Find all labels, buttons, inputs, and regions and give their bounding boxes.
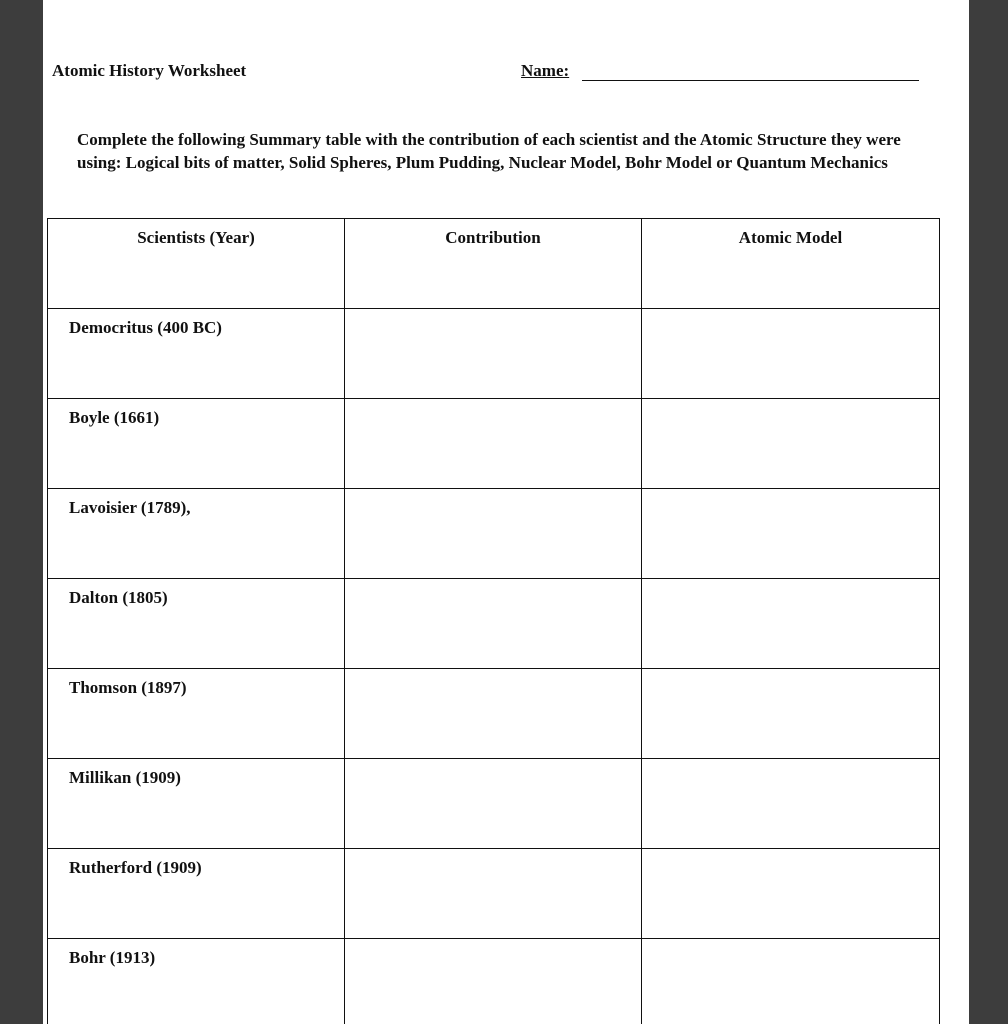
worksheet-title: Atomic History Worksheet	[52, 61, 247, 80]
header-scientists: Scientists (Year)	[48, 219, 345, 309]
contribution-cell[interactable]	[345, 579, 642, 669]
contribution-cell[interactable]	[345, 489, 642, 579]
table-row	[48, 489, 940, 579]
atomic-model-cell[interactable]	[642, 489, 940, 579]
header-atomic-model: Atomic Model	[642, 219, 940, 309]
table-row	[48, 579, 940, 669]
table-row	[48, 309, 940, 399]
scientist-cell: Lavoisier (1789),	[48, 489, 345, 579]
scientist-cell: Democritus (400 BC)	[48, 309, 345, 399]
scientist-cell: Bohr (1913)	[48, 939, 345, 1024]
atomic-model-cell[interactable]	[642, 759, 940, 849]
name-field-line[interactable]	[582, 80, 919, 81]
contribution-cell[interactable]	[345, 759, 642, 849]
atomic-model-cell[interactable]	[642, 399, 940, 489]
name-label: Name:	[521, 61, 570, 80]
table-row	[48, 669, 940, 759]
atomic-model-cell[interactable]	[642, 309, 940, 399]
table-row	[48, 939, 940, 1024]
table-row	[48, 849, 940, 939]
table-row	[48, 759, 940, 849]
worksheet-page	[43, 0, 969, 1024]
contribution-cell[interactable]	[345, 849, 642, 939]
scientist-cell: Rutherford (1909)	[48, 849, 345, 939]
scientist-cell: Boyle (1661)	[48, 399, 345, 489]
header-contribution: Contribution	[345, 219, 642, 309]
scientist-cell: Millikan (1909)	[48, 759, 345, 849]
summary-table-wrapper	[47, 218, 939, 1024]
instructions-text: Complete the following Summary table with the contribution of each scientist and the Atomic Structure they were using: Logical bits of matter, Solid Spheres, Plum Pudding, Nuclear Model, Bohr Model or Quantum Mechanics	[77, 130, 901, 172]
scientist-cell: Thomson (1897)	[48, 669, 345, 759]
contribution-cell[interactable]	[345, 669, 642, 759]
atomic-model-cell[interactable]	[642, 579, 940, 669]
summary-table	[47, 218, 940, 1024]
atomic-model-cell[interactable]	[642, 849, 940, 939]
contribution-cell[interactable]	[345, 939, 642, 1024]
table-header-row	[48, 219, 940, 309]
atomic-model-cell[interactable]	[642, 939, 940, 1024]
atomic-model-cell[interactable]	[642, 669, 940, 759]
table-row	[48, 399, 940, 489]
contribution-cell[interactable]	[345, 399, 642, 489]
scientist-cell: Dalton (1805)	[48, 579, 345, 669]
contribution-cell[interactable]	[345, 309, 642, 399]
